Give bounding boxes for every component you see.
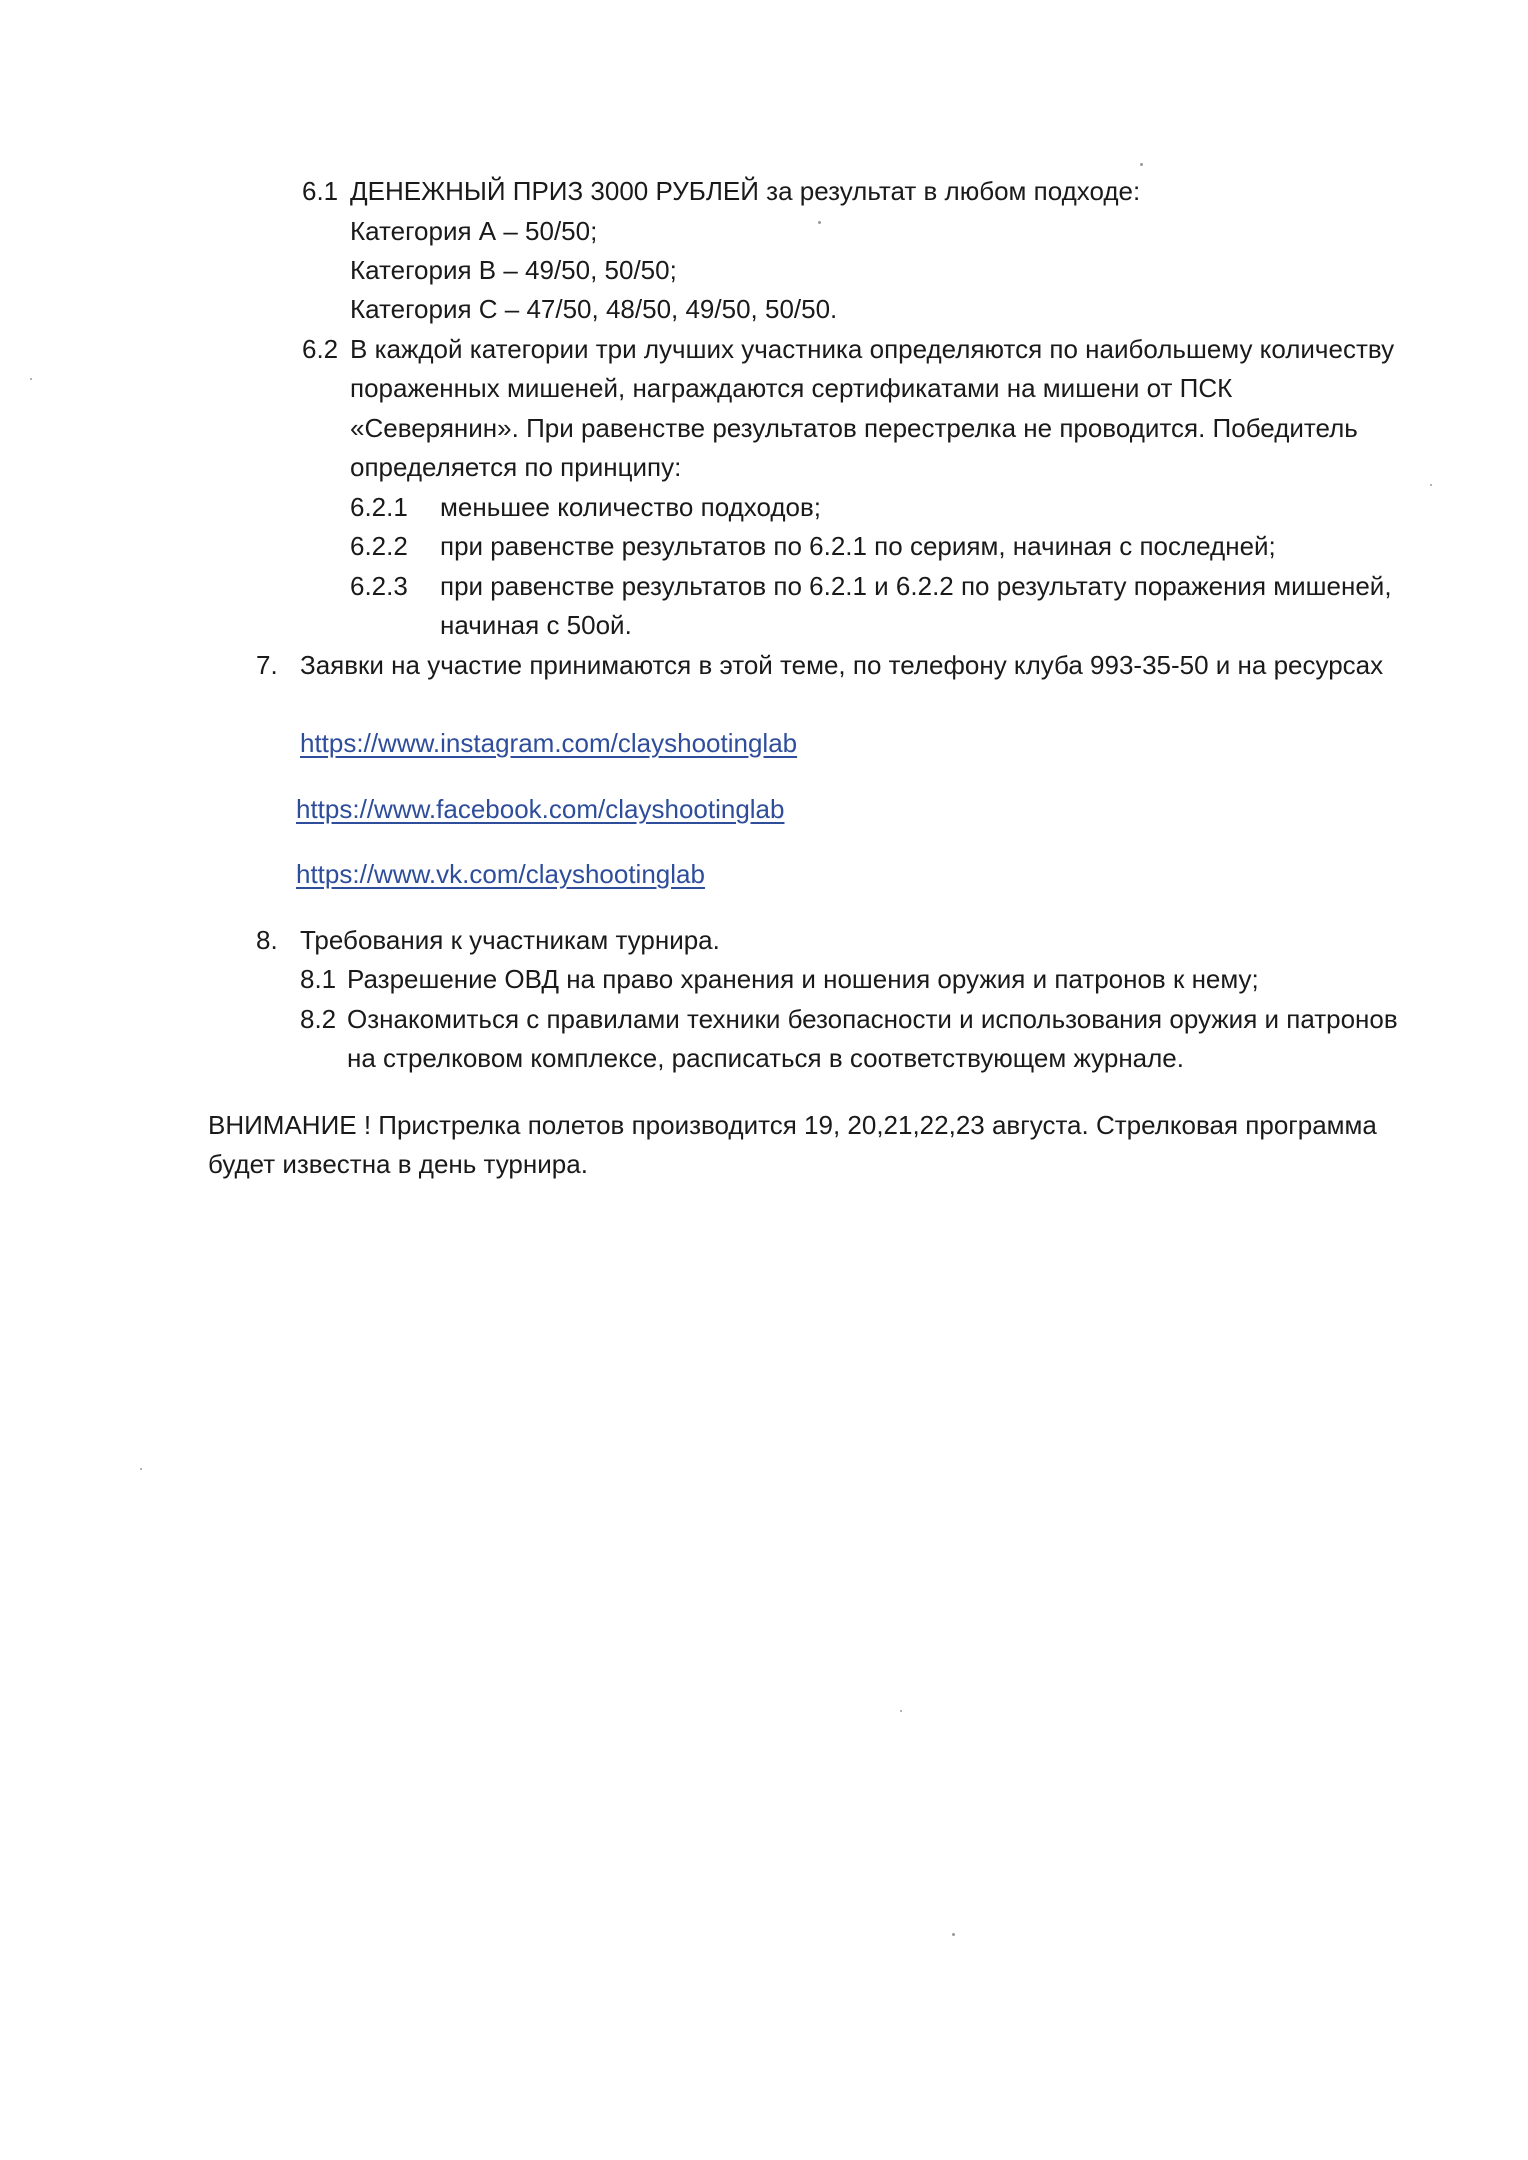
section-6-2-number: 6.2 [302, 334, 339, 364]
section-8-2-continuation: на стрелковом комплексе, расписаться в соответствующем журнале. [347, 1043, 1184, 1073]
section-6-1-number: 6.1 [302, 176, 339, 206]
category-b-line: Категория В – 49/50, 50/50; [350, 255, 677, 285]
section-8-2-number: 8.2 [300, 1004, 337, 1034]
section-6-2-line: определяется по принципу: [350, 452, 682, 482]
subitem-6-2-1-number: 6.2.1 [350, 492, 408, 522]
scan-speck [1140, 163, 1143, 166]
scan-speck [818, 221, 821, 224]
scan-speck [900, 1710, 902, 1712]
facebook-link[interactable]: https://www.facebook.com/clayshootinglab [296, 794, 785, 824]
category-a-line: Категория А – 50/50; [350, 216, 598, 246]
scan-speck [952, 1933, 955, 1936]
section-6-1-text: ДЕНЕЖНЫЙ ПРИЗ 3000 РУБЛЕЙ за результат в любом подходе: [350, 176, 1141, 206]
subitem-6-2-2-text: при равенстве результатов по 6.2.1 по сериям, начиная с последней; [440, 531, 1276, 561]
section-8-2-text: Ознакомиться с правилами техники безопасности и использования оружия и патронов [347, 1004, 1398, 1034]
section-8-text: Требования к участникам турнира. [300, 925, 720, 955]
section-6-2-line: пораженных мишеней, награждаются сертификатами на мишени от ПСК [350, 373, 1233, 403]
subitem-6-2-1-text: меньшее количество подходов; [440, 492, 822, 522]
scan-speck [30, 378, 32, 380]
section-8-1-number: 8.1 [300, 964, 337, 994]
subitem-6-2-3-continuation: начиная с 50ой. [440, 610, 632, 640]
scan-speck [1430, 484, 1432, 486]
section-8-number: 8. [256, 925, 278, 955]
section-6-2-line: В каждой категории три лучших участника определяются по наибольшему количеству [350, 334, 1395, 364]
section-7-text: Заявки на участие принимаются в этой теме, по телефону клуба 993-35-50 и на ресурсах [300, 650, 1384, 680]
instagram-link[interactable]: https://www.instagram.com/clayshootinglab [300, 728, 798, 758]
section-6-2-line: «Северянин». При равенстве результатов перестрелка не проводится. Победитель [350, 413, 1358, 443]
notice-line: ВНИМАНИЕ ! Пристрелка полетов производится 19, 20,21,22,23 августа. Стрелковая программа [208, 1110, 1377, 1140]
category-c-line: Категория С – 47/50, 48/50, 49/50, 50/50. [350, 294, 838, 324]
scan-speck [140, 1468, 142, 1470]
subitem-6-2-2-number: 6.2.2 [350, 531, 408, 561]
section-7-number: 7. [256, 650, 278, 680]
section-8-1-text: Разрешение ОВД на право хранения и ношения оружия и патронов к нему; [347, 964, 1259, 994]
vk-link[interactable]: https://www.vk.com/clayshootinglab [296, 859, 705, 889]
subitem-6-2-3-text: при равенстве результатов по 6.2.1 и 6.2.2 по результату поражения мишеней, [440, 571, 1392, 601]
notice-line: будет известна в день турнира. [208, 1149, 588, 1179]
subitem-6-2-3-number: 6.2.3 [350, 571, 408, 601]
